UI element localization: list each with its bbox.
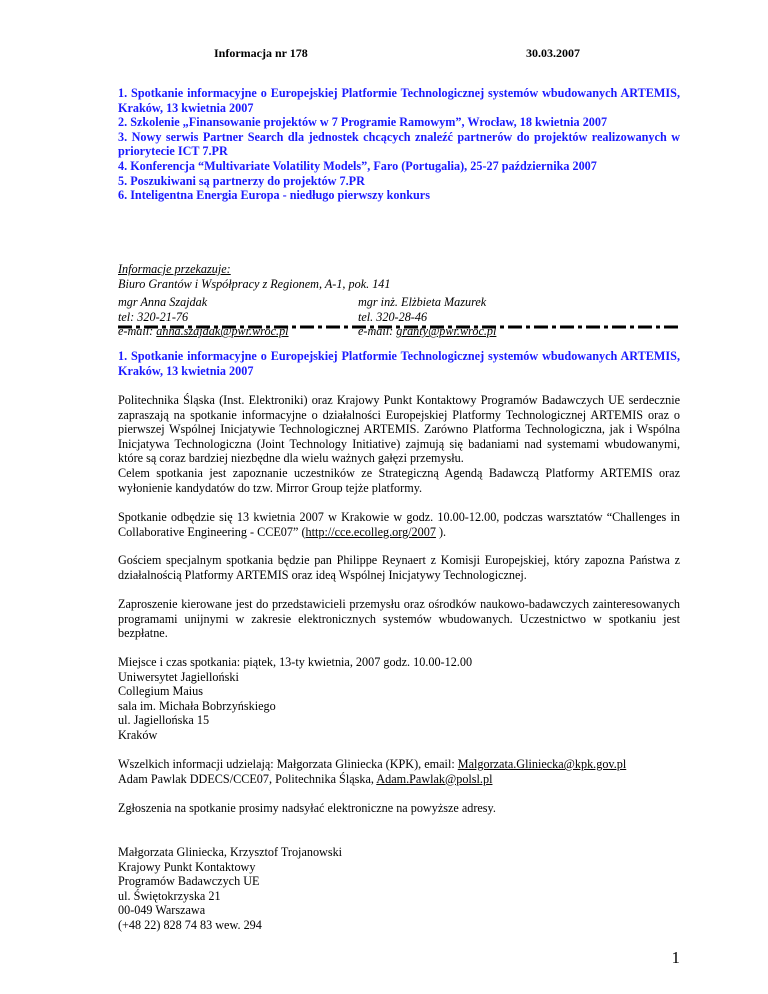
table-of-contents bbox=[118, 86, 680, 203]
contact-info bbox=[118, 757, 680, 786]
place-line: Uniwersytet Jagielloński bbox=[118, 669, 239, 684]
contact-text: Adam Pawlak DDECS/CCE07, Politechnika Śląska, bbox=[118, 771, 377, 786]
contact-name: mgr inż. Elżbieta Mazurek bbox=[358, 295, 487, 309]
address-line: ul. Świętokrzyska 21 bbox=[118, 888, 221, 903]
section-1-title: 1. Spotkanie informacyjne o Europejskiej Platformie Technologicznej systemów wbudowanych ARTEMIS, Kraków, 13 kwietnia 2007 bbox=[118, 349, 680, 378]
contact-tel: tel. 320-28-46 bbox=[358, 309, 428, 324]
event-url-link[interactable]: http://cce.ecolleg.org/2007 bbox=[305, 524, 436, 539]
paragraph-text: ). bbox=[435, 524, 447, 539]
meeting-place bbox=[118, 655, 680, 743]
section-1-paragraph-1: Politechnika Śląska (Inst. Elektroniki) oraz Krajowy Punkt Kontaktowy Programów Badawczych UE serdecznie zapraszają na spotkanie informacyjne o działalności Europejskiej Platformy Technologicznej ARTEMIS oraz o pierwszej Wspólnej Inicjatywie Technologicznej ARTEMIS. Zarówno Platforma Technologiczna, jak i Wspólna Inicjatywa Technologiczna (Joint Technology Initiative) zajmują się badaniami nad systemami wbudowanymi, które są coraz bardziej niezbędne dla wielu ważnych gałęzi przemysłu. bbox=[118, 393, 680, 466]
section-1-paragraph-4: Gościem specjalnym spotkania będzie pan Philippe Reynaert z Komisji Europejskiej, który zapozna Państwa z działalnością Platformy ARTEMIS oraz ideą Wspólnej Inicjatywy Technologicznej. bbox=[118, 553, 680, 582]
section-1-paragraph-6: Zgłoszenia na spotkanie prosimy nadsyłać elektroniczne na powyższe adresy. bbox=[118, 801, 496, 815]
contact-email-link[interactable]: anna.szajdak@pwr.wroc.pl bbox=[156, 324, 289, 339]
address-line: Małgorzata Gliniecka, Krzysztof Trojanowski bbox=[118, 845, 343, 859]
section-1-paragraph-5: Zaproszenie kierowane jest do przedstawicieli przemysłu oraz ośrodków naukowo-badawczych zainteresowanych programami unijnymi w zakresie elektronicznych systemów wbudowanych. Uczestnictwo w spotkaniu jest bezpłatne. bbox=[118, 597, 680, 641]
email-prefix: e-mail: bbox=[358, 324, 397, 339]
toc-item[interactable]: 2. Szkolenie „Finansowanie projektów w 7 Programie Ramowym”, Wrocław, 18 kwietnia 2007 bbox=[118, 115, 608, 130]
contact-person bbox=[358, 295, 496, 339]
contact-text: Wszelkich informacji udzielają: Małgorzata Gliniecka (KPK), email: bbox=[118, 757, 458, 771]
page-number: 1 bbox=[671, 948, 680, 967]
contact-tel: tel: 320-21-76 bbox=[118, 309, 189, 324]
address-line: 00-049 Warszawa bbox=[118, 903, 206, 918]
toc-item[interactable]: 4. Konferencja “Multivariate Volatility Models”, Faro (Portugalia), 25-27 października 2007 bbox=[118, 158, 597, 173]
dash-dot-divider bbox=[118, 324, 680, 330]
place-line: Miejsce i czas spotkania: piątek, 13-ty kwietnia, 2007 godz. 10.00-12.00 bbox=[118, 655, 473, 669]
contact-person bbox=[118, 295, 289, 339]
email-prefix: e-mail: bbox=[118, 324, 157, 339]
address-line: (+48 22) 828 74 83 wew. 294 bbox=[118, 917, 262, 932]
office-name: Biuro Grantów i Współpracy z Regionem, A-1, pok. 141 bbox=[118, 276, 391, 291]
info-number: Informacja nr 178 bbox=[214, 46, 308, 60]
address-line: Krajowy Punkt Kontaktowy bbox=[118, 859, 256, 874]
toc-item[interactable]: 1. Spotkanie informacyjne o Europejskiej Platformie Technologicznej systemów wbudowanych ARTEMIS, Kraków, 13 kwietnia 2007 bbox=[118, 86, 680, 115]
info-label: Informacje przekazuje: bbox=[118, 262, 231, 276]
issue-date: 30.03.2007 bbox=[526, 46, 580, 60]
place-line: Kraków bbox=[118, 727, 158, 742]
section-1-paragraph-2 bbox=[118, 466, 680, 495]
place-line: ul. Jagiellońska 15 bbox=[118, 713, 210, 728]
toc-item[interactable]: 6. Inteligentna Energia Europa - niedługo pierwszy konkurs bbox=[118, 188, 430, 203]
toc-item[interactable]: 3. Nowy serwis Partner Search dla jednostek chcących znaleźć partnerów do projektów realizowanych w priorytecie ICT 7.PR bbox=[118, 129, 680, 159]
section-1-paragraph-3 bbox=[118, 510, 680, 539]
paragraph-text: Celem spotkania jest zapoznanie uczestników ze Strategiczną Agendą Badawczą Platformy ARTEMIS oraz wyłonienie kandydatów do tzw. Mirror Group tejże platformy. bbox=[118, 466, 680, 495]
email-link[interactable]: Malgorzata.Gliniecka@kpk.gov.pl bbox=[457, 757, 627, 771]
place-line: sala im. Michała Bobrzyńskiego bbox=[118, 698, 276, 713]
address-line: Programów Badawczych UE bbox=[118, 874, 260, 889]
place-line: Collegium Maius bbox=[118, 684, 203, 699]
email-link[interactable]: Adam.Pawlak@polsl.pl bbox=[376, 771, 493, 786]
info-block bbox=[118, 262, 391, 291]
contact-name: mgr Anna Szajdak bbox=[118, 295, 208, 309]
paragraph-text: Spotkanie odbędzie się 13 kwietnia 2007 w Krakowie w godz. 10.00-12.00, podczas warsztatów “Challenges in Collaborative Engineering - CCE07” ( bbox=[118, 510, 680, 539]
toc-item[interactable]: 5. Poszukiwani są partnerzy do projektów 7.PR bbox=[118, 173, 365, 188]
contact-email-link[interactable]: granty@pwr.wroc.pl bbox=[396, 324, 497, 339]
postal-address bbox=[118, 845, 680, 933]
